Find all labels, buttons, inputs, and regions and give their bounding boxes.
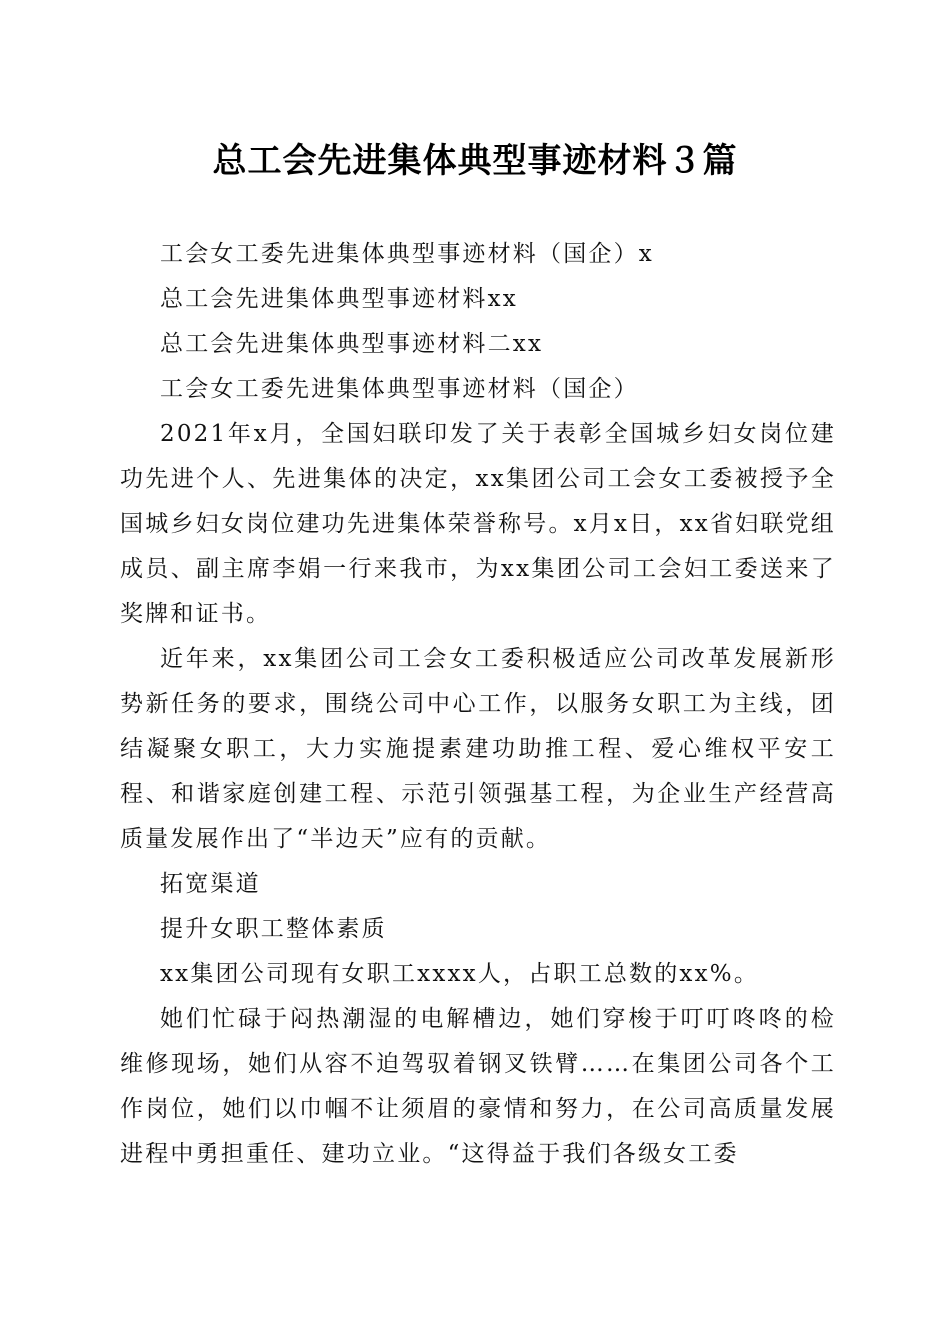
subheading: 提升女职工整体素质	[160, 916, 387, 942]
document-body	[120, 232, 836, 1177]
toc-item: 工会女工委先进集体典型事迹材料（国企）x	[160, 241, 654, 267]
subheading: 拓宽渠道	[160, 871, 261, 897]
document-title: 总工会先进集体典型事迹材料３篇	[212, 141, 738, 181]
paragraph: 她们忙碌于闷热潮湿的电解槽边，她们穿梭于叮叮咚咚的检维修现场，她们从容不迫驾驭着钢叉铁臂……在集团公司各个工作岗位，她们以巾帼不让须眉的豪情和努力，在公司高质量发展进程中勇担重任、建功立业。“这得益于我们各级女工委	[120, 1006, 836, 1167]
paragraph: 2021年x月，全国妇联印发了关于表彰全国城乡妇女岗位建功先进个人、先进集体的决定，xx集团公司工会女工委被授予全国城乡妇女岗位建功先进集体荣誉称号。x月x日，xx省妇联党组成员、副主席李娟一行来我市，为xx集团公司工会妇工委送来了奖牌和证书。	[120, 421, 836, 627]
paragraph: 近年来，xx集团公司工会女工委积极适应公司改革发展新形势新任务的要求，围绕公司中心工作，以服务女职工为主线，团结凝聚女职工，大力实施提素建功助推工程、爱心维权平安工程、和谐家庭创建工程、示范引领强基工程，为企业生产经营高质量发展作出了“半边天”应有的贡献。	[120, 646, 836, 852]
toc-item: 总工会先进集体典型事迹材料二xx	[160, 331, 544, 357]
paragraph: xx集团公司现有女职工xxxx人，占职工总数的xx%。	[160, 961, 760, 987]
section-heading: 工会女工委先进集体典型事迹材料（国企）	[160, 376, 639, 402]
toc-item: 总工会先进集体典型事迹材料xx	[160, 286, 518, 312]
